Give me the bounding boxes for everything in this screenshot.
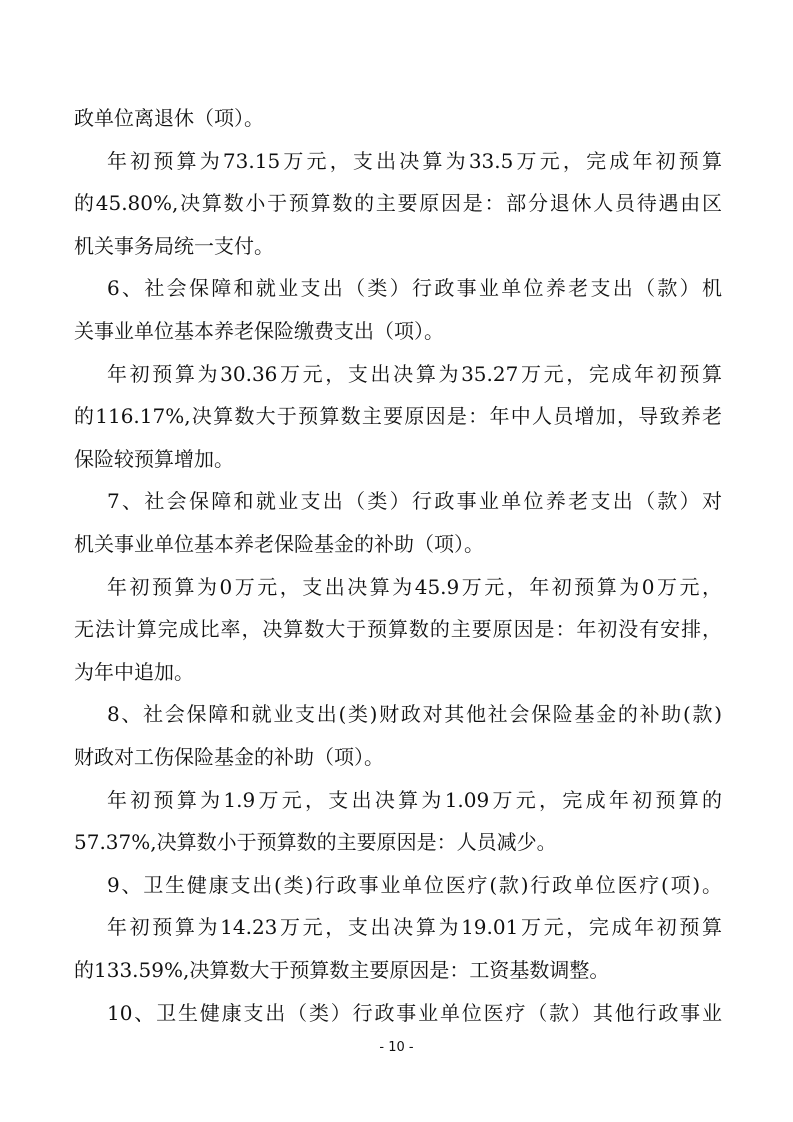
page-number: - 10 - xyxy=(379,1040,414,1055)
text-line: 6、社会保障和就业支出（类）行政事业单位养老支出（款）机 xyxy=(107,276,722,301)
text-line: 机关事务局统一支付。 xyxy=(74,233,274,258)
text-line: 57.37%,决算数小于预算数的主要原因是：人员减少。 xyxy=(74,830,557,855)
text-line: 机关事业单位基本养老保险基金的补助（项）。 xyxy=(74,532,484,556)
text-line: 年初预算为73.15万元，支出决算为33.5万元，完成年初预算 xyxy=(107,148,722,173)
text-line: 为年中追加。 xyxy=(74,659,194,684)
text-line: 年初预算为30.36万元，支出决算为35.27万元，完成年初预算 xyxy=(107,361,722,386)
text-line: 无法计算完成比率，决算数大于预算数的主要原因是：年初没有安排， xyxy=(74,617,722,642)
text-line: 10、卫生健康支出（类）行政事业单位医疗（款）其他行政事业 xyxy=(107,1000,722,1025)
text-line: 9、卫生健康支出(类)行政事业单位医疗(款)行政单位医疗(项)。 xyxy=(107,872,722,897)
text-line: 关事业单位基本养老保险缴费支出（项）。 xyxy=(74,319,444,343)
text-line: 7、社会保障和就业支出（类）行政事业单位养老支出（款）对 xyxy=(107,489,722,514)
text-line: 保险较预算增加。 xyxy=(74,446,234,471)
text-line: 政单位离退休（项）。 xyxy=(74,106,264,130)
text-line: 的133.59%,决算数大于预算数主要原因是：工资基数调整。 xyxy=(74,958,610,982)
text-line: 的116.17%,决算数大于预算数主要原因是：年中人员增加，导致养老 xyxy=(74,404,722,429)
text-line: 年初预算为1.9万元，支出决算为1.09万元，完成年初预算的 xyxy=(107,787,722,812)
text-line: 的45.80%,决算数小于预算数的主要原因是：部分退休人员待遇由区 xyxy=(74,191,722,216)
text-line: 8、社会保障和就业支出(类)财政对其他社会保险基金的补助(款) xyxy=(107,702,722,727)
text-line: 年初预算为14.23万元，支出决算为19.01万元，完成年初预算 xyxy=(107,915,722,940)
text-line: 年初预算为0万元，支出决算为45.9万元，年初预算为0万元， xyxy=(107,574,722,599)
text-line: 财政对工伤保险基金的补助（项）。 xyxy=(74,745,384,769)
